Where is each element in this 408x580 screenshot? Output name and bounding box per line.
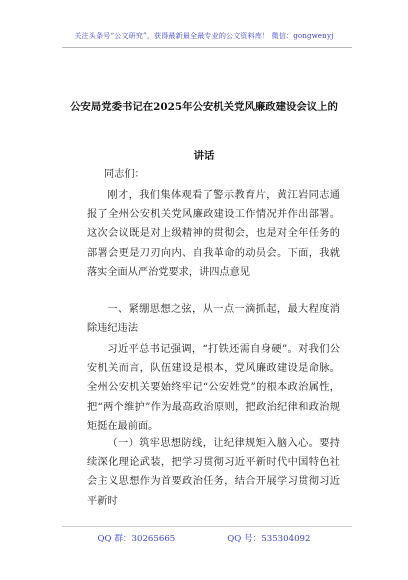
footer-contact (0, 532, 408, 544)
paragraph-section-1: 习近平总书记强调，“打铁还需自身硬”。对我们公安机关而言，队伍建设是根本，党风廉政建设是命脉。全州公安机关要始终牢记“公安姓党”的根本政治属性，把“两个维护”作为最高政治原则，把政治纪律和政治规矩挺在最前面。 (87, 344, 340, 432)
footer-divider (62, 526, 352, 527)
document-title-line-2: 讲话 (193, 150, 215, 162)
paragraph-intro: 刚才，我们集体观看了警示教育片，黄江岩同志通报了全州公安机关党风廉政建设工作情况并作出部署。这次会议既是对上级精神的贯彻会，也是对全年任务的部署会更是刀刃向内、自我革命的动员会。下面，我就落实全面从严治党要求，讲四点意见 (87, 190, 340, 278)
section-heading-1: 一、紧绷思想之弦，从一点一滴抓起，最大程度消除违纪违法 (87, 304, 340, 335)
header-divider (62, 47, 352, 48)
header-promo-text: 关注头条号“公文研究”，获得最新最全最专业的公文资料库！ 微信：gongwenyj (74, 32, 334, 40)
footer-qq-number: QQ 号：535304092 (227, 534, 311, 544)
salutation: 同志们： (104, 169, 145, 180)
paragraph-subsection-1: （一）筑牢思想防线，让纪律规矩入脑入心。要持续深化理论武装，把学习贯彻习近平新时代中国特色社会主义思想作为首要政治任务，结合开展学习贯彻习近平新时 (87, 438, 340, 507)
footer-qq-group: QQ 群：30265665 (97, 534, 176, 544)
document-title-line-1: 公安局党委书记在2025年公安机关党风廉政建设会议上的 (70, 101, 338, 113)
